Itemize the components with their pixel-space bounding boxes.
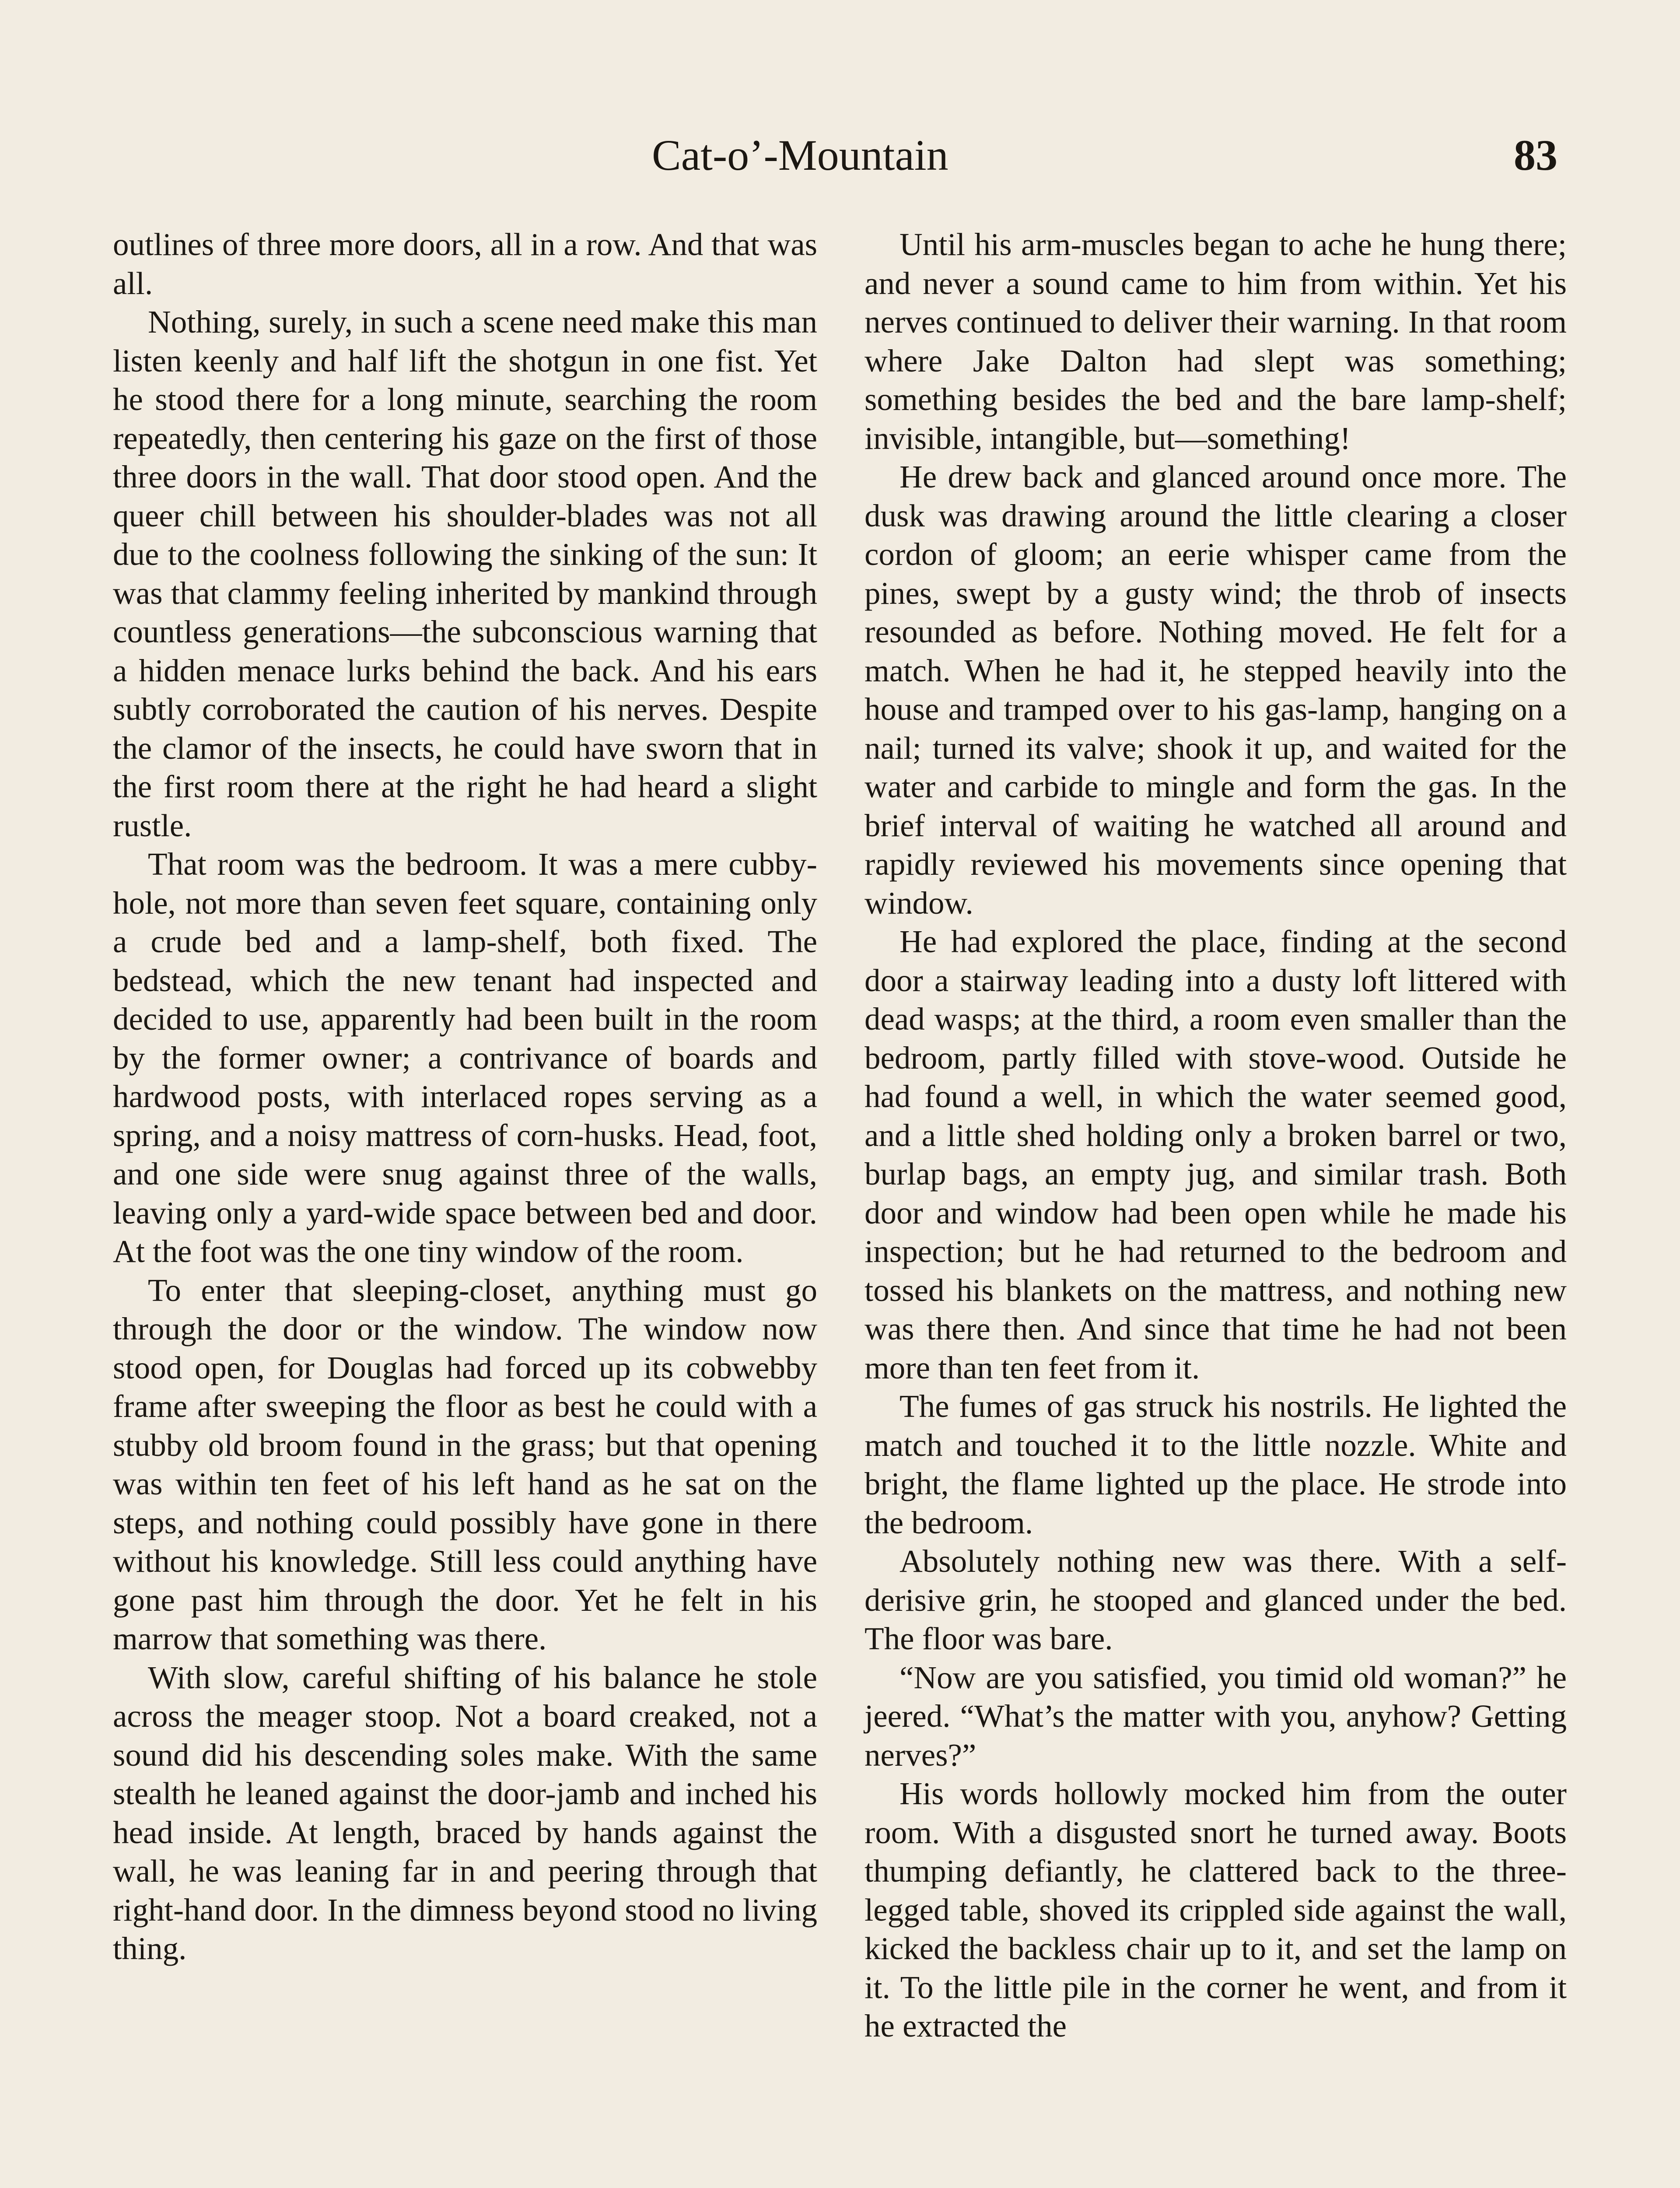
paragraph: To enter that sleeping-closet, anything must go through the door or the window. The window now stood open, for Douglas had forced up its cobwebby frame after sweeping the floor as best he could with a stubby old broom found in the grass; but that opening was within ten feet of his left hand as he sat on the steps, and nothing could possibly have gone in there without his knowledge. Still less could anything have gone past him through the door. Yet he felt in his marrow that something was there. [113, 1272, 817, 1656]
paragraph: That room was the bedroom. It was a mere cubby-hole, not more than seven feet square, containing only a crude bed and a lamp-shelf, both fixed. The bedstead, which the new tenant had inspected and decided to use, apparently had been built in the room by the former owner; a contrivance of boards and hardwood posts, with interlaced ropes serving as a spring, and a noisy mattress of corn-husks. Head, foot, and one side were snug against three of the walls, leaving only a yard-wide space between bed and door. At the foot was the one tiny window of the room. [113, 846, 817, 1269]
paragraph: “Now are you satisfied, you timid old woman?” he jeered. “What’s the matter with you, anyhow? Getting nerves?” [864, 1659, 1567, 1773]
page-number: 83 [1514, 131, 1558, 179]
paragraph: With slow, careful shifting of his balance he stole across the meager stoop. Not a board creaked, not a sound did his descending soles make. With the same stealth he leaned against the door-jamb and inched his head inside. At length, braced by hands against the wall, he was leaning far in and peering through that right-hand door. In the dimness beyond stood no living thing. [113, 1659, 817, 1966]
paragraph: His words hollowly mocked him from the outer room. With a disgusted snort he turned away. Boots thumping defiantly, he clattered back to the three-legged table, shoved its crippled side against the wall, kicked the backless chair up to it, and set the lamp on it. To the little pile in the corner he went, and from it he extracted the [864, 1776, 1567, 2044]
left-column [113, 225, 817, 1968]
paragraph: He had explored the place, finding at the second door a stairway leading into a dusty loft littered with dead wasps; at the third, a room even smaller than the bedroom, partly filled with stove-wood. Outside he had found a well, in which the water seemed good, and a little shed holding only a broken barrel or two, burlap bags, an empty jug, and similar trash. Both door and window had been open while he made his inspection; but he had returned to the bedroom and tossed his blankets on the mattress, and nothing new was there then. And since that time he had not been more than ten feet from it. [864, 924, 1567, 1385]
right-column [864, 225, 1567, 2046]
paragraph: outlines of three more doors, all in a row. And that was all. [113, 227, 817, 301]
paragraph: The fumes of gas struck his nostrils. He lighted the match and touched it to the little nozzle. White and bright, the flame lighted up the place. He strode into the bedroom. [864, 1389, 1567, 1540]
paragraph: Nothing, surely, in such a scene need make this man listen keenly and half lift the shotgun in one fist. Yet he stood there for a long minute, searching the room repeatedly, then centering his gaze on the first of those three doors in the wall. That door stood open. And the queer chill between his shoulder-blades was not all due to the coolness following the sinking of the sun: It was that clammy feeling inherited by mankind through countless generations—the subconscious warning that a hidden menace lurks behind the back. And his ears subtly corroborated the caution of his nerves. Despite the clamor of the insects, he could have sworn that in the first room there at the right he had heard a slight rustle. [113, 304, 817, 843]
paragraph: Absolutely nothing new was there. With a self-derisive grin, he stooped and glanced under the bed. The floor was bare. [864, 1543, 1567, 1656]
page-header [0, 127, 1680, 184]
paragraph: He drew back and glanced around once more. The dusk was drawing around the little clearing a closer cordon of gloom; an eerie whisper came from the pines, swept by a gusty wind; the throb of insects resounded as before. Nothing moved. He felt for a match. When he had it, he stepped heavily into the house and tramped over to his gas-lamp, hanging on a nail; turned its valve; shook it up, and waited for the water and carbide to mingle and form the gas. In the brief interval of waiting he watched all around and rapidly reviewed his movements since opening that window. [864, 459, 1567, 921]
paragraph: Until his arm-muscles began to ache he hung there; and never a sound came to him from within. Yet his nerves continued to deliver their warning. In that room where Jake Dalton had slept was something; something besides the bed and the bare lamp-shelf; invisible, intangible, but—something! [864, 227, 1567, 456]
running-title: Cat-o’-Mountain [652, 131, 948, 179]
